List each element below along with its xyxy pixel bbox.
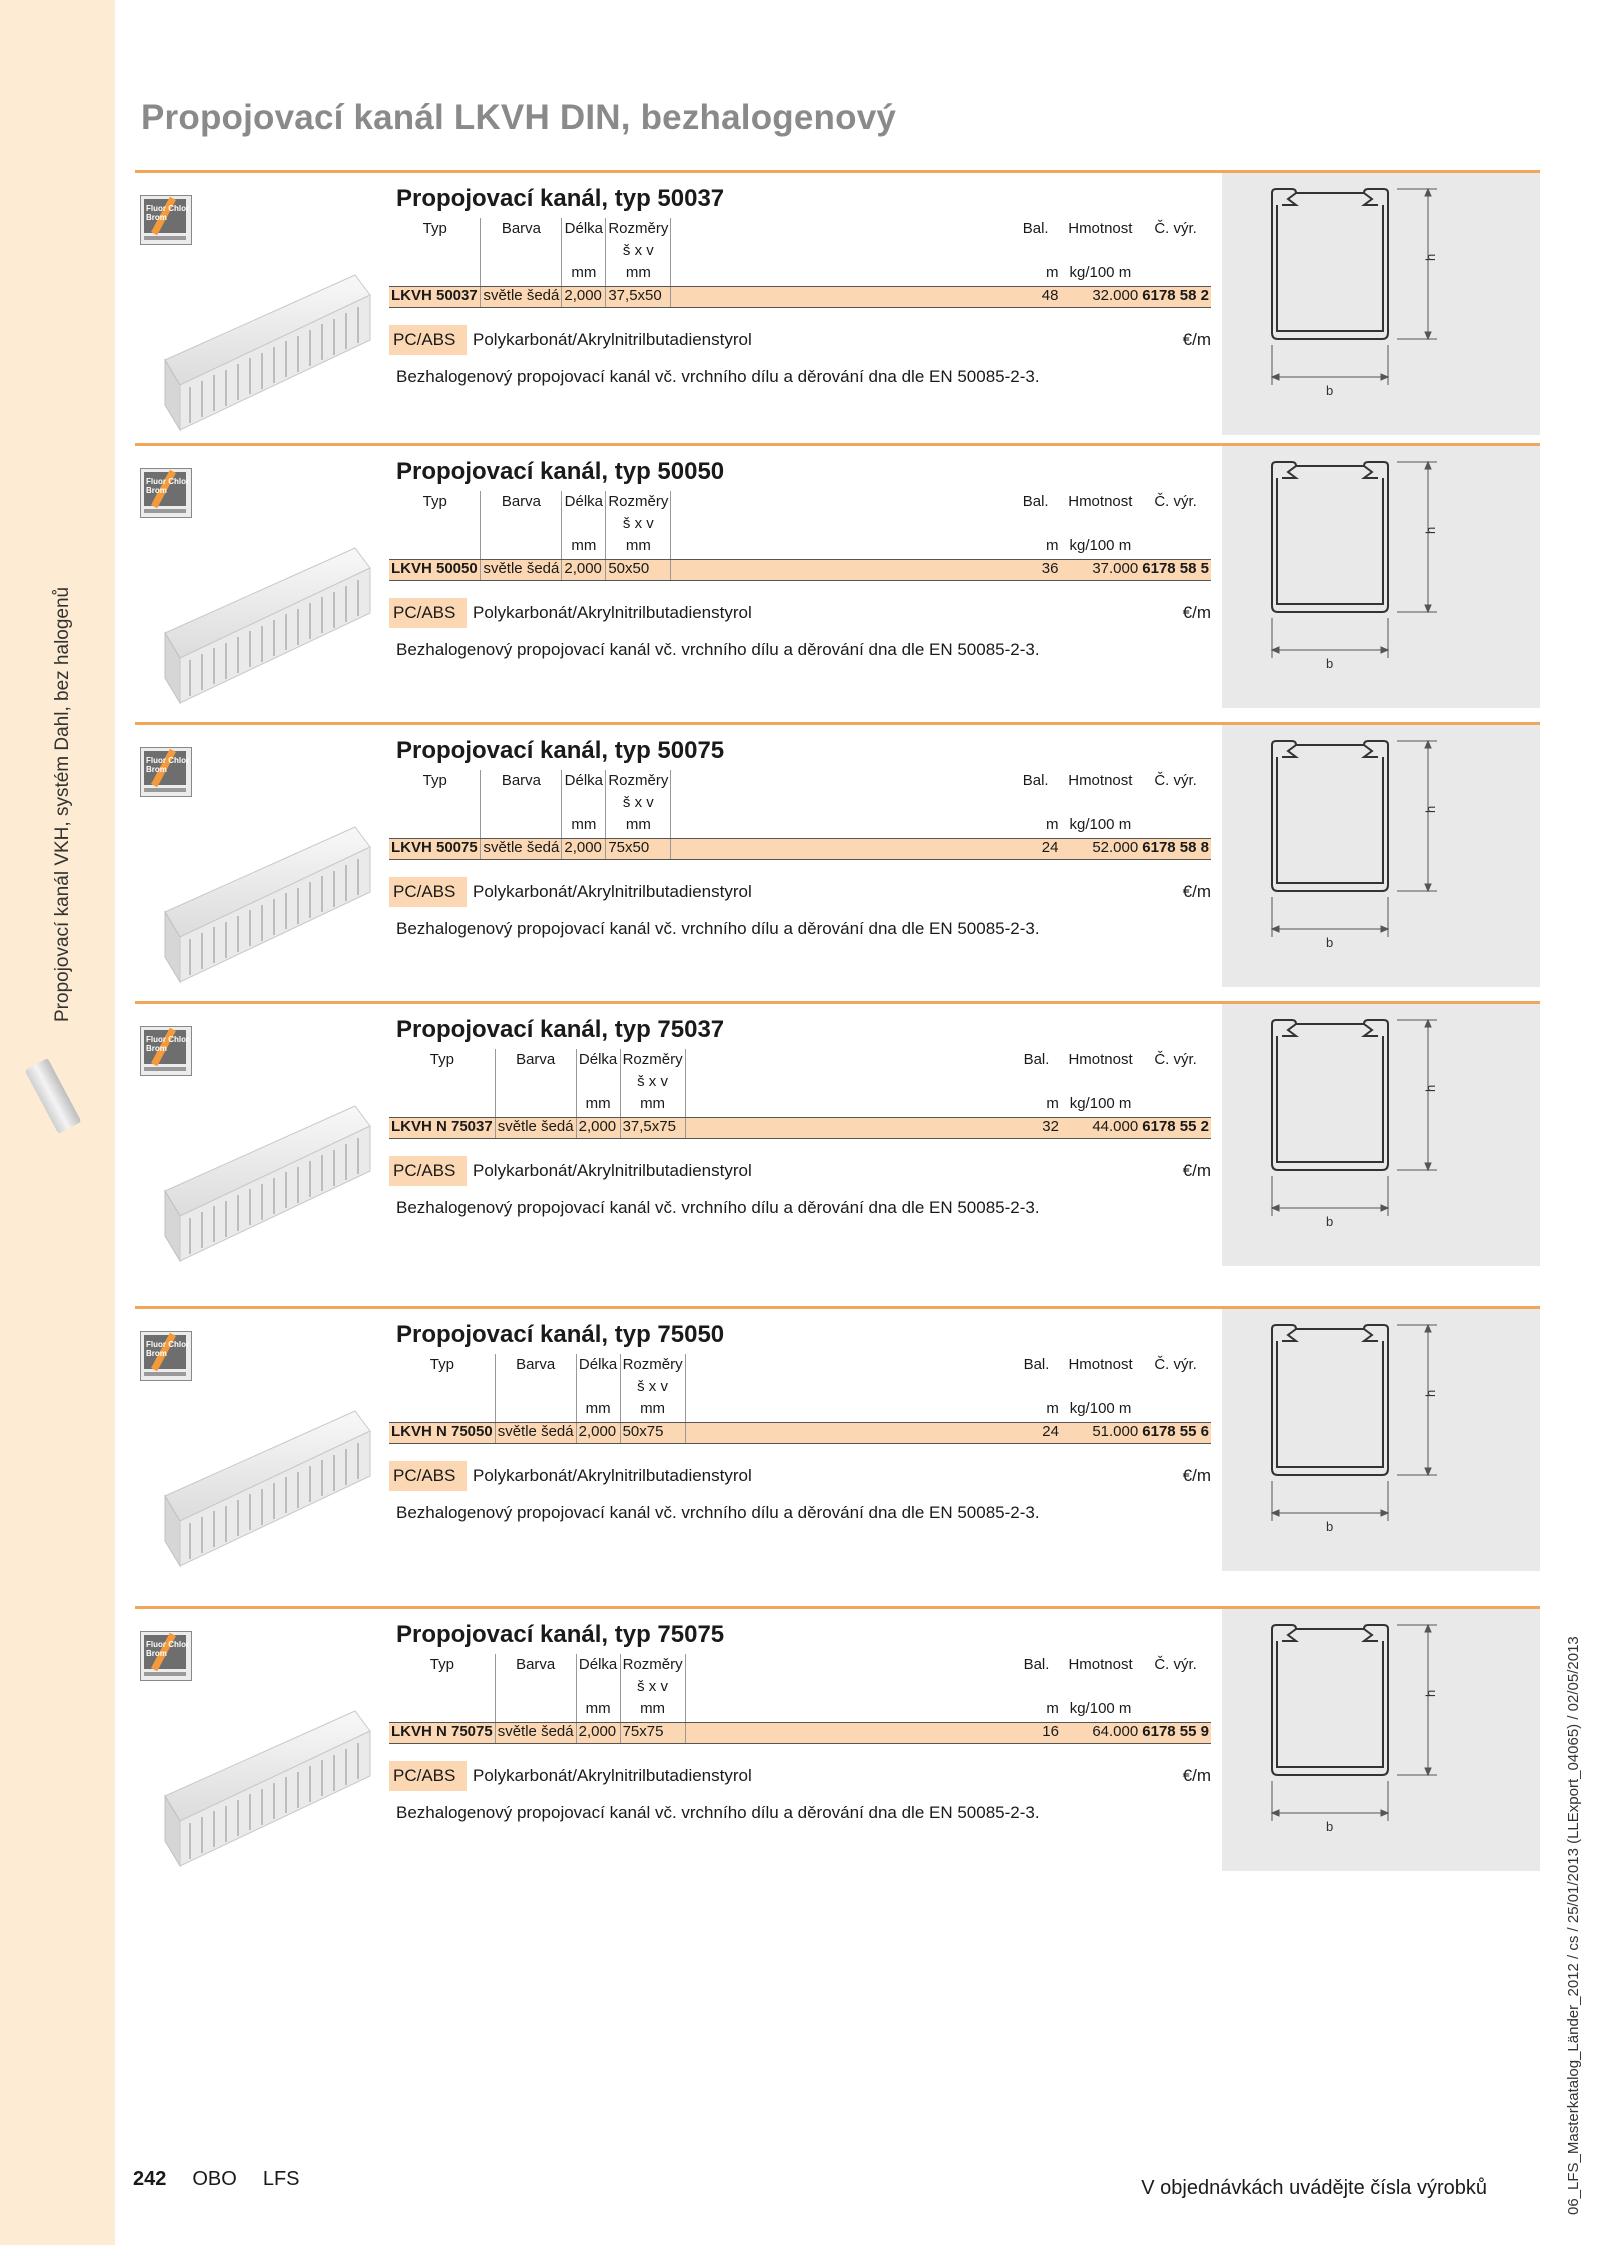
product-photo: [155, 1096, 375, 1266]
col-spacer: [685, 1354, 1012, 1378]
col-barva: Barva: [495, 1354, 576, 1378]
height-label: h: [1423, 526, 1438, 534]
col-delka: Délka: [562, 770, 606, 794]
table-row: [389, 1723, 1211, 1744]
unit-delka: mm: [562, 816, 606, 839]
unit-delka: mm: [562, 537, 606, 560]
unit-bal: m: [1011, 816, 1061, 839]
col-rozmery-sub: š x v: [606, 242, 671, 264]
unit-rozmery: mm: [620, 1095, 685, 1118]
cell-bal: 24: [1012, 1423, 1061, 1444]
cross-section-drawing: [1222, 725, 1540, 987]
product-section-3: [135, 722, 1540, 1007]
cell-cvyr: 6178 55 9: [1140, 1723, 1211, 1744]
col-bal: Bal.: [1022, 493, 1049, 510]
table-units-row: [389, 816, 1211, 839]
cell-bal: 36: [1011, 560, 1061, 581]
col-rozmery: Rozměry: [620, 1654, 685, 1678]
material-name: Polykarbonát/Akrylnitrilbutadienstyrol: [473, 882, 752, 901]
col-rozmery-sub: š x v: [620, 1678, 685, 1700]
material-row: [389, 1461, 1211, 1491]
cell-hmotnost: 32.000: [1060, 287, 1140, 308]
cell-rozmery: 37,5x75: [620, 1118, 685, 1139]
unit-hmotnost: kg/100 m: [1060, 264, 1140, 287]
table-row: [389, 560, 1211, 581]
unit-bal: m: [1012, 1700, 1061, 1723]
col-hmotnost: Hmotnost: [1068, 772, 1133, 789]
halogen-free-icon: [140, 468, 192, 518]
section-title: Propojovací kanál, typ 75075: [396, 1621, 725, 1648]
halogen-free-icon: [140, 1026, 192, 1076]
material-row: [389, 325, 1211, 355]
col-hmotnost: Hmotnost: [1068, 493, 1133, 510]
page-number: 242: [133, 2168, 167, 2190]
product-table: [389, 770, 1211, 860]
col-spacer: [671, 218, 1011, 242]
unit-hmotnost: kg/100 m: [1061, 1400, 1140, 1423]
col-barva: Barva: [481, 770, 562, 794]
col-typ: Typ: [429, 1356, 454, 1373]
col-bal: Bal.: [1022, 220, 1049, 237]
material-row: [389, 1761, 1211, 1791]
width-label: b: [1326, 1214, 1334, 1229]
height-label: h: [1423, 1689, 1438, 1697]
height-label: h: [1423, 1084, 1438, 1092]
material-name: Polykarbonát/Akrylnitrilbutadienstyrol: [473, 330, 752, 349]
product-description: Bezhalogenový propojovací kanál vč. vrchního dílu a děrování dna dle EN 50085-2-3.: [396, 367, 1040, 386]
cell-rozmery: 37,5x50: [606, 287, 671, 308]
material-name: Polykarbonát/Akrylnitrilbutadienstyrol: [473, 603, 752, 622]
width-label: b: [1326, 656, 1334, 671]
col-rozmery-sub: š x v: [606, 515, 671, 537]
section-title: Propojovací kanál, typ 75050: [396, 1321, 725, 1348]
cell-delka: 2,000: [576, 1423, 620, 1444]
halogen-free-icon: [140, 1331, 192, 1381]
footer-division: LFS: [262, 2168, 300, 2190]
cell-delka: 2,000: [576, 1723, 620, 1744]
col-rozmery-sub: š x v: [620, 1073, 685, 1095]
halogen-free-icon: [140, 1631, 192, 1681]
cell-barva: světle šedá: [495, 1423, 576, 1444]
cell-rozmery: 50x50: [606, 560, 671, 581]
table-row: [389, 1423, 1211, 1444]
cell-barva: světle šedá: [481, 839, 562, 860]
product-photo: [155, 1401, 375, 1571]
col-rozmery-sub: š x v: [606, 794, 671, 816]
cell-cvyr: 6178 58 2: [1140, 287, 1211, 308]
cell-cvyr: 6178 58 5: [1140, 560, 1211, 581]
col-barva: Barva: [481, 218, 562, 242]
product-table: [389, 491, 1211, 581]
height-label: h: [1423, 1389, 1438, 1397]
unit-hmotnost: kg/100 m: [1060, 816, 1140, 839]
footer-brand: OBO: [192, 2168, 237, 2190]
col-typ: Typ: [422, 772, 447, 789]
table-header-row: [389, 218, 1211, 242]
section-title: Propojovací kanál, typ 50037: [396, 185, 725, 212]
cell-barva: světle šedá: [481, 287, 562, 308]
unit-delka: mm: [562, 264, 606, 287]
catalog-metadata: 06_LFS_Masterkatalog_Länder_2012 / cs / 25/01/2013 (LLExport_04065) / 02/05/2013: [1565, 1636, 1582, 2215]
table-subheader-row: [389, 1678, 1211, 1700]
cell-bal: 32: [1012, 1118, 1061, 1139]
price-unit: €/m: [1182, 330, 1211, 349]
material-row: [389, 598, 1211, 628]
material-row: [389, 1156, 1211, 1186]
unit-bal: m: [1012, 1095, 1061, 1118]
col-typ: Typ: [422, 493, 447, 510]
height-label: h: [1423, 253, 1438, 261]
section-title: Propojovací kanál, typ 50050: [396, 458, 725, 485]
cell-hmotnost: 52.000: [1060, 839, 1140, 860]
cell-typ: LKVH N 75037: [389, 1118, 495, 1139]
cell-typ: LKVH 50050: [389, 560, 481, 581]
col-typ: Typ: [429, 1051, 454, 1068]
col-typ: Typ: [422, 220, 447, 237]
unit-rozmery: mm: [606, 816, 671, 839]
product-table: [389, 1354, 1211, 1444]
cell-rozmery: 75x75: [620, 1723, 685, 1744]
cell-typ: LKVH 50037: [389, 287, 481, 308]
col-barva: Barva: [495, 1654, 576, 1678]
table-subheader-row: [389, 242, 1211, 264]
cell-delka: 2,000: [562, 560, 606, 581]
table-subheader-row: [389, 1378, 1211, 1400]
halogen-free-icon-text: Fluor Chlor Brom: [146, 477, 190, 495]
table-header-row: [389, 1654, 1211, 1678]
table-subheader-row: [389, 1073, 1211, 1095]
product-photo: [155, 265, 375, 435]
halogen-free-icon: [140, 195, 192, 245]
col-bal: Bal.: [1022, 772, 1049, 789]
product-section-2: [135, 443, 1540, 728]
unit-hmotnost: kg/100 m: [1061, 1095, 1140, 1118]
cross-section-drawing: [1222, 1309, 1540, 1571]
halogen-free-icon: [140, 747, 192, 797]
col-cvyr: Č. výr.: [1154, 772, 1197, 789]
cell-hmotnost: 44.000: [1061, 1118, 1140, 1139]
width-label: b: [1326, 1519, 1334, 1534]
cross-section-drawing: [1222, 173, 1540, 435]
table-header-row: [389, 1354, 1211, 1378]
unit-bal: m: [1011, 537, 1061, 560]
cell-cvyr: 6178 55 2: [1140, 1118, 1211, 1139]
unit-delka: mm: [576, 1700, 620, 1723]
price-unit: €/m: [1182, 603, 1211, 622]
product-photo: [155, 538, 375, 708]
halogen-free-icon-text: Fluor Chlor Brom: [146, 204, 190, 222]
table-units-row: [389, 1700, 1211, 1723]
col-cvyr: Č. výr.: [1154, 1356, 1197, 1373]
cell-delka: 2,000: [562, 287, 606, 308]
section-title: Propojovací kanál, typ 75037: [396, 1016, 725, 1043]
unit-rozmery: mm: [620, 1400, 685, 1423]
col-bal: Bal.: [1023, 1051, 1050, 1068]
cell-cvyr: 6178 58 8: [1140, 839, 1211, 860]
cell-hmotnost: 51.000: [1061, 1423, 1140, 1444]
col-delka: Délka: [576, 1654, 620, 1678]
material-code: PC/ABS: [389, 1156, 467, 1186]
table-row: [389, 839, 1211, 860]
unit-rozmery: mm: [620, 1700, 685, 1723]
width-label: b: [1326, 935, 1334, 950]
col-delka: Délka: [576, 1354, 620, 1378]
table-subheader-row: [389, 794, 1211, 816]
unit-hmotnost: kg/100 m: [1060, 537, 1140, 560]
material-code: PC/ABS: [389, 598, 467, 628]
cell-rozmery: 50x75: [620, 1423, 685, 1444]
col-delka: Délka: [576, 1049, 620, 1073]
width-label: b: [1326, 1819, 1334, 1834]
cell-typ: LKVH N 75075: [389, 1723, 495, 1744]
col-rozmery: Rozměry: [606, 770, 671, 794]
col-spacer: [685, 1049, 1012, 1073]
section-title: Propojovací kanál, typ 50075: [396, 737, 725, 764]
unit-bal: m: [1011, 264, 1061, 287]
product-table: [389, 1049, 1211, 1139]
col-rozmery: Rozměry: [620, 1354, 685, 1378]
table-units-row: [389, 264, 1211, 287]
price-unit: €/m: [1182, 882, 1211, 901]
unit-bal: m: [1012, 1400, 1061, 1423]
cell-delka: 2,000: [562, 839, 606, 860]
cell-hmotnost: 64.000: [1061, 1723, 1140, 1744]
product-table: [389, 1654, 1211, 1744]
cell-hmotnost: 37.000: [1060, 560, 1140, 581]
col-spacer: [671, 770, 1011, 794]
col-rozmery-sub: š x v: [620, 1378, 685, 1400]
unit-hmotnost: kg/100 m: [1061, 1700, 1140, 1723]
col-rozmery: Rozměry: [620, 1049, 685, 1073]
footer-note: V objednávkách uvádějte čísla výrobků: [1141, 2177, 1487, 2199]
col-hmotnost: Hmotnost: [1068, 1356, 1133, 1373]
table-header-row: [389, 1049, 1211, 1073]
cross-section-drawing: [1222, 1004, 1540, 1266]
col-cvyr: Č. výr.: [1154, 220, 1197, 237]
material-code: PC/ABS: [389, 1761, 467, 1791]
table-row: [389, 1118, 1211, 1139]
cell-barva: světle šedá: [495, 1118, 576, 1139]
cell-delka: 2,000: [576, 1118, 620, 1139]
cross-section-drawing: [1222, 446, 1540, 708]
price-unit: €/m: [1182, 1766, 1211, 1785]
page-title: Propojovací kanál LKVH DIN, bezhalogenový: [141, 98, 897, 137]
material-code: PC/ABS: [389, 1461, 467, 1491]
col-cvyr: Č. výr.: [1154, 493, 1197, 510]
material-name: Polykarbonát/Akrylnitrilbutadienstyrol: [473, 1161, 752, 1180]
col-cvyr: Č. výr.: [1154, 1656, 1197, 1673]
product-description: Bezhalogenový propojovací kanál vč. vrchního dílu a děrování dna dle EN 50085-2-3.: [396, 1503, 1040, 1522]
unit-rozmery: mm: [606, 537, 671, 560]
table-units-row: [389, 1095, 1211, 1118]
col-delka: Délka: [562, 491, 606, 515]
halogen-free-icon-text: Fluor Chlor Brom: [146, 756, 190, 774]
height-label: h: [1423, 805, 1438, 813]
product-section-1: [135, 170, 1540, 455]
col-hmotnost: Hmotnost: [1068, 220, 1133, 237]
material-code: PC/ABS: [389, 877, 467, 907]
col-hmotnost: Hmotnost: [1068, 1656, 1133, 1673]
table-header-row: [389, 770, 1211, 794]
col-delka: Délka: [562, 218, 606, 242]
side-chapter-label: Propojovací kanál VKH, systém Dahl, bez halogenů: [52, 586, 73, 1022]
col-rozmery: Rozměry: [606, 491, 671, 515]
footer-left: [133, 2168, 300, 2191]
cell-bal: 16: [1012, 1723, 1061, 1744]
product-section-4: [135, 1001, 1540, 1286]
material-code: PC/ABS: [389, 325, 467, 355]
product-description: Bezhalogenový propojovací kanál vč. vrchního dílu a děrování dna dle EN 50085-2-3.: [396, 640, 1040, 659]
product-description: Bezhalogenový propojovací kanál vč. vrchního dílu a děrování dna dle EN 50085-2-3.: [396, 1198, 1040, 1217]
unit-delka: mm: [576, 1400, 620, 1423]
unit-delka: mm: [576, 1095, 620, 1118]
product-section-5: [135, 1306, 1540, 1591]
halogen-free-icon-text: Fluor Chlor Brom: [146, 1035, 190, 1053]
col-barva: Barva: [481, 491, 562, 515]
halogen-free-icon-text: Fluor Chlor Brom: [146, 1340, 190, 1358]
col-hmotnost: Hmotnost: [1068, 1051, 1133, 1068]
price-unit: €/m: [1182, 1466, 1211, 1485]
product-section-6: [135, 1606, 1540, 1891]
product-description: Bezhalogenový propojovací kanál vč. vrchního dílu a děrování dna dle EN 50085-2-3.: [396, 1803, 1040, 1822]
table-subheader-row: [389, 515, 1211, 537]
product-photo: [155, 817, 375, 987]
col-bal: Bal.: [1023, 1356, 1050, 1373]
cell-typ: LKVH 50075: [389, 839, 481, 860]
cross-section-drawing: [1222, 1609, 1540, 1871]
col-bal: Bal.: [1023, 1656, 1050, 1673]
width-label: b: [1326, 383, 1334, 398]
price-unit: €/m: [1182, 1161, 1211, 1180]
col-rozmery: Rozměry: [606, 218, 671, 242]
cell-barva: světle šedá: [495, 1723, 576, 1744]
cell-typ: LKVH N 75050: [389, 1423, 495, 1444]
col-typ: Typ: [429, 1656, 454, 1673]
col-spacer: [685, 1654, 1012, 1678]
table-header-row: [389, 491, 1211, 515]
table-units-row: [389, 537, 1211, 560]
material-row: [389, 877, 1211, 907]
halogen-free-icon-text: Fluor Chlor Brom: [146, 1640, 190, 1658]
cell-barva: světle šedá: [481, 560, 562, 581]
product-description: Bezhalogenový propojovací kanál vč. vrchního dílu a děrování dna dle EN 50085-2-3.: [396, 919, 1040, 938]
cell-cvyr: 6178 55 6: [1140, 1423, 1211, 1444]
col-spacer: [671, 491, 1011, 515]
cell-bal: 48: [1011, 287, 1061, 308]
material-name: Polykarbonát/Akrylnitrilbutadienstyrol: [473, 1466, 752, 1485]
product-table: [389, 218, 1211, 308]
cell-bal: 24: [1011, 839, 1061, 860]
unit-rozmery: mm: [606, 264, 671, 287]
table-row: [389, 287, 1211, 308]
cell-rozmery: 75x50: [606, 839, 671, 860]
product-photo: [155, 1701, 375, 1871]
col-cvyr: Č. výr.: [1154, 1051, 1197, 1068]
col-barva: Barva: [495, 1049, 576, 1073]
table-units-row: [389, 1400, 1211, 1423]
material-name: Polykarbonát/Akrylnitrilbutadienstyrol: [473, 1766, 752, 1785]
